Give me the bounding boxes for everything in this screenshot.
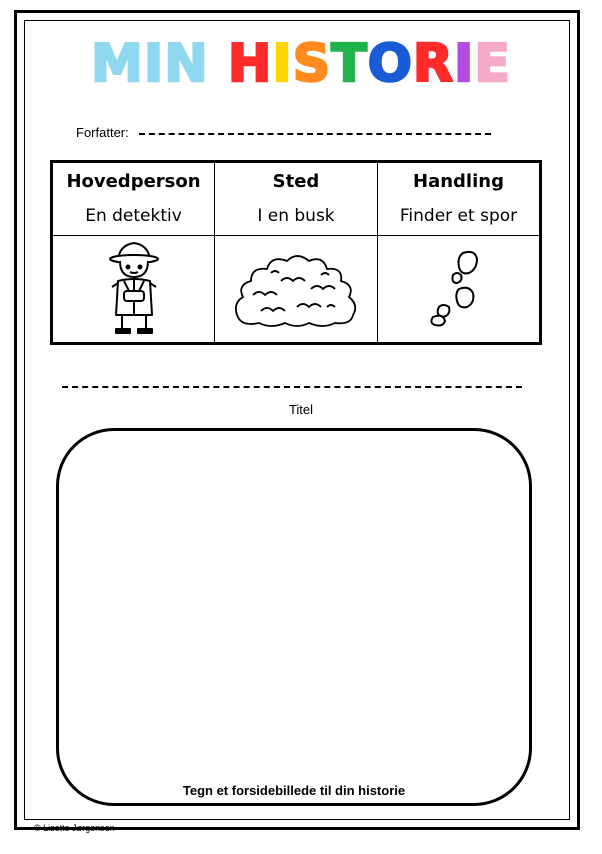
page-title <box>0 34 602 94</box>
author-label: Forfatter: <box>76 125 129 140</box>
column-place <box>215 162 378 236</box>
detective-icon <box>104 237 164 337</box>
title-letter: I <box>272 34 293 94</box>
story-table-picture-row <box>52 236 541 344</box>
title-letter: N <box>164 34 209 94</box>
story-table-header-row <box>52 162 541 236</box>
column-value: I en busk <box>257 206 335 226</box>
author-write-line[interactable] <box>139 133 491 135</box>
title-letter: H <box>227 34 273 94</box>
drawing-area[interactable] <box>56 428 532 806</box>
title-letter: R <box>412 34 454 94</box>
column-action <box>378 162 541 236</box>
picture-cell <box>215 236 378 344</box>
author-row <box>76 125 491 140</box>
column-value: Finder et spor <box>399 206 518 226</box>
column-header: Handling <box>413 171 504 192</box>
column-main-character <box>52 162 215 236</box>
column-value: En detektiv <box>85 206 182 226</box>
title-label: Titel <box>288 402 314 417</box>
copyright-text: © Lisette Jørgensen <box>34 823 115 833</box>
title-write-line[interactable] <box>62 386 522 388</box>
title-letter: M <box>91 34 144 94</box>
picture-cell <box>52 236 215 344</box>
title-letter <box>209 38 228 90</box>
title-letter: E <box>474 34 511 94</box>
title-letter: T <box>331 34 368 94</box>
story-table <box>50 160 542 345</box>
footprints-icon <box>419 247 499 327</box>
bush-icon <box>231 245 361 329</box>
title-letter: O <box>367 34 413 94</box>
picture-cell <box>378 236 541 344</box>
column-header: Sted <box>272 171 320 192</box>
drawing-instruction: Tegn et forsidebillede til din historie <box>182 783 406 798</box>
column-header: Hovedperson <box>66 171 201 192</box>
title-letter: S <box>292 34 332 94</box>
title-letter: I <box>453 34 475 94</box>
title-letter: I <box>143 34 165 94</box>
